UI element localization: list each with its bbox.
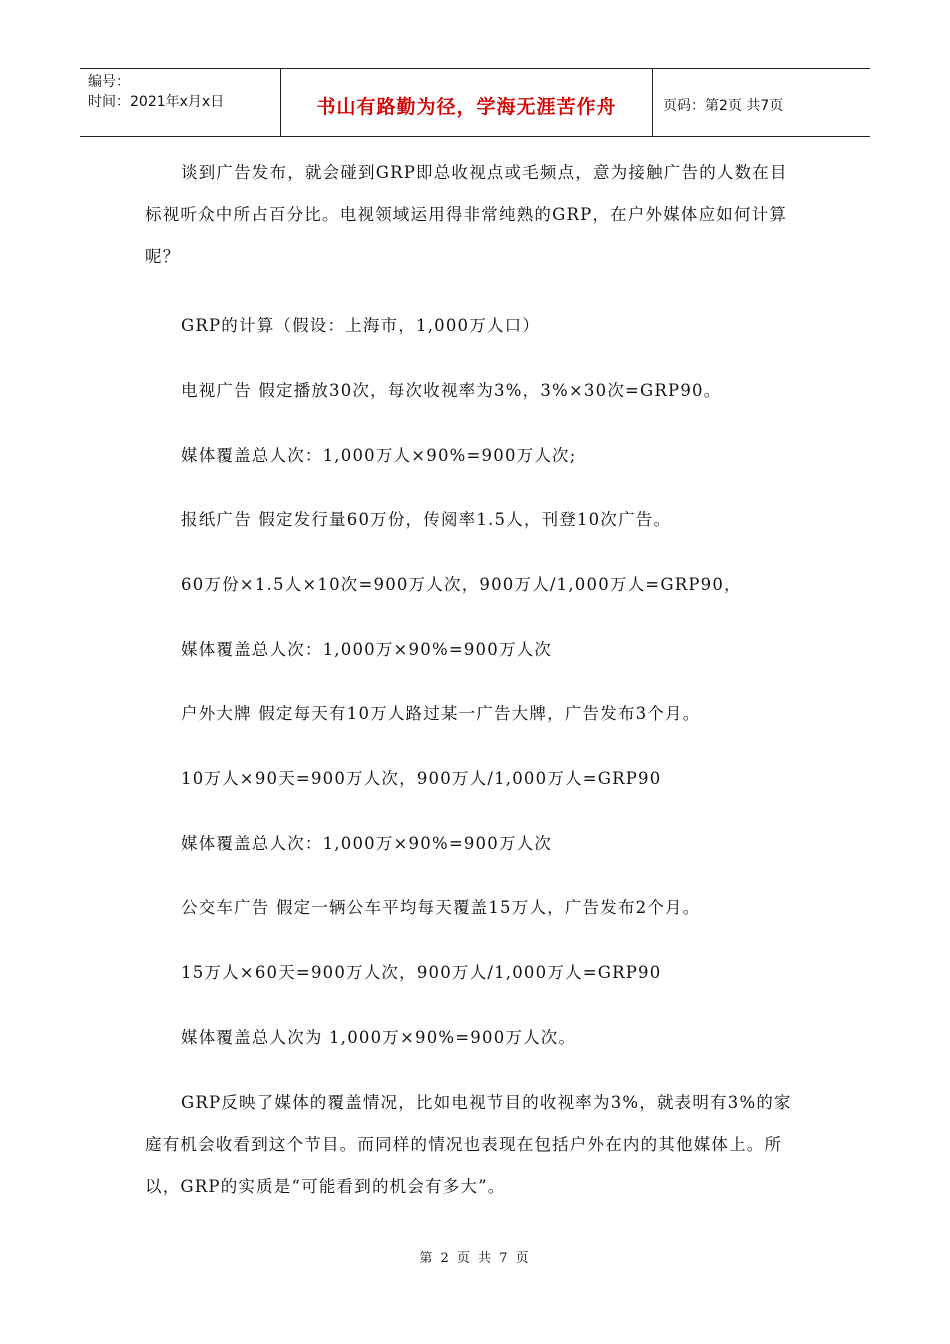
conclusion-paragraph: GRP反映了媒体的覆盖情况，比如电视节目的收视率为3%，就表明有3%的家庭有机会收看到这个节目。而同样的情况也表现在包括户外在内的其他媒体上。所以，GRP的实质是“可能看到的机会有多大”。	[145, 1093, 792, 1196]
grp-calc-heading: GRP的计算（假设：上海市，1,000万人口）	[181, 316, 541, 335]
page-footer: 第 2 页 共 7 页	[419, 1251, 531, 1266]
bus-calc-line: 15万人×60天=900万人次，900万人/1,000万人=GRP90	[181, 963, 662, 982]
number-label: 编号：	[88, 74, 130, 90]
document-body	[145, 152, 805, 1196]
bus-ad-line: 公交车广告 假定一辆公车平均每天覆盖15万人，广告发布2个月。	[181, 898, 701, 917]
header-motto: 书山有路勤为径，学海无涯苦作舟	[281, 69, 653, 136]
tv-coverage-line: 媒体覆盖总人次：1,000万人×90%=900万人次;	[181, 446, 577, 465]
time-label: 时间：2021年x月x日	[88, 94, 225, 110]
page-header	[80, 68, 870, 137]
bus-coverage-line: 媒体覆盖总人次为 1,000万×90%=900万人次。	[181, 1028, 577, 1047]
billboard-coverage-line: 媒体覆盖总人次：1,000万×90%=900万人次	[181, 834, 553, 853]
header-page-info: 页码：第2页 共7页	[663, 97, 784, 114]
newspaper-coverage-line: 媒体覆盖总人次：1,000万×90%=900万人次	[181, 640, 553, 659]
billboard-ad-line: 户外大牌 假定每天有10万人路过某一广告大牌，广告发布3个月。	[181, 704, 701, 723]
header-meta	[80, 69, 281, 136]
tv-ad-line: 电视广告 假定播放30次，每次收视率为3%，3%×30次=GRP90。	[181, 381, 722, 400]
intro-paragraph: 谈到广告发布，就会碰到GRP即总收视点或毛频点，意为接触广告的人数在目标视听众中所占百分比。电视领域运用得非常纯熟的GRP，在户外媒体应如何计算呢？	[145, 163, 788, 266]
newspaper-calc-line: 60万份×1.5人×10次=900万人次，900万人/1,000万人=GRP90，	[181, 575, 742, 594]
billboard-calc-line: 10万人×90天=900万人次，900万人/1,000万人=GRP90	[181, 769, 662, 788]
newspaper-ad-line: 报纸广告 假定发行量60万份，传阅率1.5人，刊登10次广告。	[181, 510, 672, 529]
